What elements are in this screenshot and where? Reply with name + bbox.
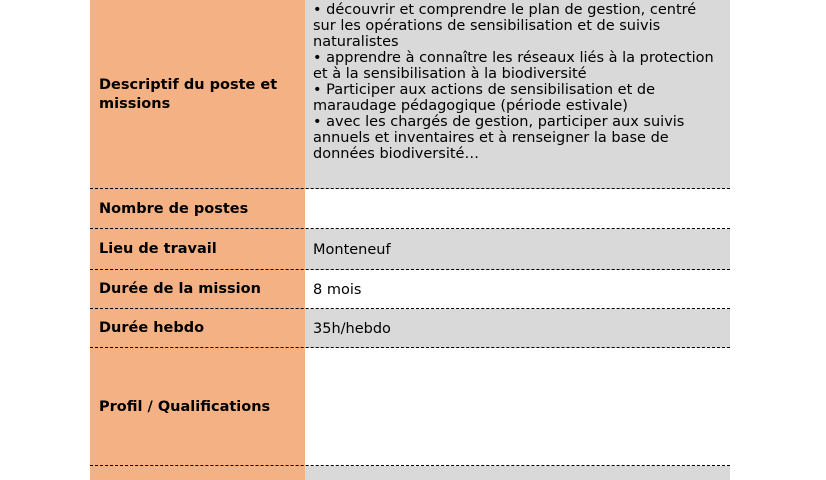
- label-descriptif: [90, 0, 305, 189]
- value-lieu-travail-text: Monteneuf: [313, 241, 391, 258]
- value-duree-hebdo-text: 35h/hebdo: [313, 320, 391, 337]
- label-next-partial: [90, 466, 305, 480]
- value-profil: [305, 348, 730, 466]
- label-nombre-postes: [90, 189, 305, 229]
- value-duree-hebdo: [305, 309, 730, 348]
- row-duree-mission: [90, 270, 730, 309]
- label-duree-hebdo: [90, 309, 305, 348]
- label-lieu-travail-text: Lieu de travail: [99, 241, 217, 257]
- value-duree-mission: [305, 270, 730, 309]
- label-duree-mission: [90, 270, 305, 309]
- value-lieu-travail: [305, 229, 730, 270]
- mission-item: • avec les chargés de gestion, participer aux suivis annuels et inventaires et à renseigner la base de données biodiversité…: [313, 114, 685, 162]
- row-descriptif: [90, 0, 730, 189]
- missions-list: [313, 2, 723, 162]
- row-nombre-postes: [90, 189, 730, 229]
- label-profil: [90, 348, 305, 466]
- row-lieu-travail: [90, 229, 730, 270]
- value-nombre-postes: [305, 189, 730, 229]
- job-offer-table: [90, 0, 730, 480]
- label-nombre-postes-text: Nombre de postes: [99, 200, 249, 217]
- mission-item: • découvrir et comprendre le plan de gestion, centré sur les opérations de sensibilisation et de suivis naturalistes: [313, 2, 697, 50]
- label-duree-mission-text: Durée de la mission: [99, 281, 261, 297]
- row-duree-hebdo: [90, 309, 730, 348]
- label-descriptif-text: Descriptif du poste et missions: [99, 76, 278, 112]
- row-profil: [90, 348, 730, 466]
- label-duree-hebdo-text: Durée hebdo: [99, 320, 205, 336]
- label-profil-text: Profil / Qualifications: [99, 398, 271, 415]
- value-duree-mission-text: 8 mois: [313, 281, 362, 298]
- label-lieu-travail: [90, 229, 305, 270]
- value-next-partial: [305, 466, 730, 480]
- value-descriptif: [305, 0, 730, 189]
- mission-item: • Participer aux actions de sensibilisation et de maraudage pédagogique (période estivale): [313, 82, 656, 114]
- row-next-partial: [90, 466, 730, 480]
- mission-item: • apprendre à connaître les réseaux liés à la protection et à la sensibilisation à la biodiversité: [313, 50, 714, 82]
